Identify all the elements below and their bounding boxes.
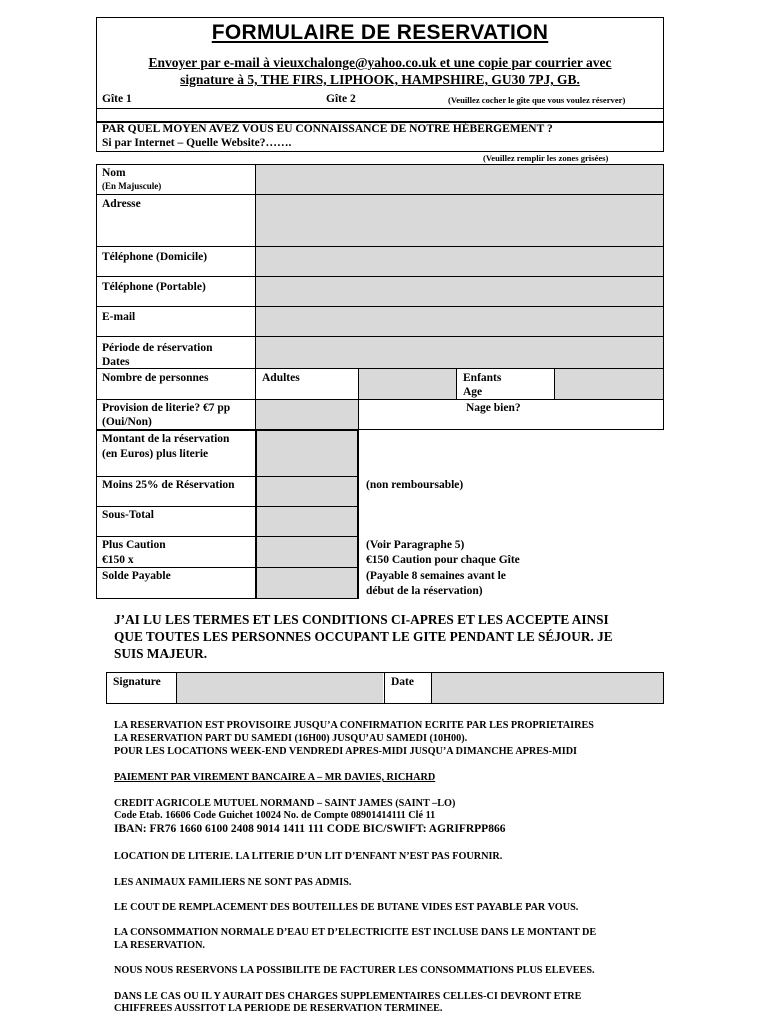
name-sublabel: (En Majuscule) [102,181,162,191]
amount-sublabel: (en Euros) plus literie [102,448,209,460]
grid-rule [96,276,664,277]
swim-label: Nage bien? [466,402,521,414]
signature-rule [431,672,432,704]
table-rule [96,476,359,477]
consumption-note-2: LA RESERVATION. [114,940,205,951]
send-instructions-line2: signature à 5, THE FIRS, LIPHOOK, HAMPSHIRE, GU30 7PJ, GB. [180,72,580,87]
caution-field[interactable] [256,537,358,567]
provisional-note-1: LA RESERVATION EST PROVISOIRE JUSQU’A CONFIRMATION ECRITE PAR LES PROPRIETAIRES [114,720,594,731]
charges-note-2: CHIFFREES AUSSITOT LA PERIODE DE RESERVATION TERMINEE. [114,1003,443,1014]
gite2-option[interactable]: Gîte 2 [326,93,356,105]
source-internet: Si par Internet – Quelle Website?……. [102,137,292,149]
gite1-option[interactable]: Gîte 1 [102,93,132,105]
children-field[interactable] [555,369,663,399]
bedding-sublabel: (Oui/Non) [102,416,152,428]
table-rule [96,567,359,568]
grid-rule [96,368,664,369]
adults-field[interactable] [359,369,456,399]
balance-label: Solde Payable [102,570,171,582]
amount-field[interactable] [256,431,358,476]
subtotal-label: Sous-Total [102,509,154,521]
billing-note: NOUS NOUS RESERVONS LA POSSIBILITE DE FACTURER LES CONSOMMATIONS PLUS ELEVEES. [114,965,595,976]
caution-note-4: début de la réservation) [366,585,483,597]
header-divider [96,108,664,109]
caution-note-1: (Voir Paragraphe 5) [366,539,465,551]
bedding-field[interactable] [256,400,358,429]
grid-rule [554,368,555,399]
grid-rule [96,306,664,307]
send-instructions-line1: Envoyer par e-mail à vieuxchalonge@yahoo.co.uk et une copie par courrier avec [148,55,612,70]
gite-note: (Veuillez cocher le gîte que vous voulez réserver) [448,95,626,105]
signature-field[interactable] [177,673,383,703]
bedding-label: Provision de literie? €7 pp [102,402,231,414]
mobile-phone-label: Téléphone (Portable) [102,281,206,293]
caution-multiplier: €150 x [102,554,134,566]
consumption-note-1: LA CONSOMMATION NORMALE D’EAU ET D’ELECTRICITE EST INCLUSE DANS LE MONTANT DE [114,927,597,938]
deposit-label: Moins 25% de Réservation [102,479,235,491]
table-rule [255,430,257,599]
address-field[interactable] [256,195,663,246]
signature-label: Signature [113,676,161,688]
caution-label: Plus Caution [102,539,166,551]
payment-heading: PAIEMENT PAR VIREMENT BANCAIRE A – MR DAVIES, RICHARD [114,772,436,783]
grid-rule [96,194,664,195]
charges-note-1: DANS LE CAS OU IL Y AURAIT DES CHARGES SUPPLEMENTAIRES CELLES-CI DEVRONT ETRE [114,991,582,1002]
grid-rule [456,368,457,399]
children-label: Enfants [463,372,502,384]
dates-field[interactable] [256,337,663,368]
date-label: Date [391,676,414,688]
source-question: PAR QUEL MOYEN AVEZ VOUS EU CONNAISSANCE DE NOTRE HÉBERGEMENT ? [102,123,553,135]
non-refundable-note: (non remboursable) [366,479,464,491]
deposit-field[interactable] [256,477,358,506]
signature-rule [384,672,385,704]
home-phone-field[interactable] [256,247,663,276]
signature-rule [176,672,177,704]
bank-codes: Code Etab. 16606 Code Guichet 10024 No. de Compte 08901414111 Clé 11 [114,810,436,821]
table-rule [357,430,359,599]
period-label: Période de réservation [102,342,213,354]
caution-note-3: (Payable 8 semaines avant le [366,570,506,582]
people-label: Nombre de personnes [102,372,209,384]
butane-note: LE COUT DE REMPLACEMENT DES BOUTEILLES DE BUTANE VIDES EST PAYABLE PAR VOUS. [114,902,579,913]
date-field[interactable] [432,673,663,703]
amount-label: Montant de la réservation [102,433,230,445]
grey-zones-note: (Veuillez remplir les zones grisées) [483,153,609,163]
bedding-note: LOCATION DE LITERIE. LA LITERIE D’UN LIT D’ENFANT N’EST PAS FOURNIR. [114,851,503,862]
bank-name: CREDIT AGRICOLE MUTUEL NORMAND – SAINT JAMES (SAINT –LO) [114,798,456,809]
pets-note: LES ANIMAUX FAMILIERS NE SONT PAS ADMIS. [114,877,352,888]
caution-note-2: €150 Caution pour chaque Gîte [366,554,520,566]
adults-label: Adultes [262,372,300,384]
provisional-note-3: POUR LES LOCATIONS WEEK-END VENDREDI APRES-MIDI JUSQU’A DIMANCHE APRES-MIDI [114,746,578,757]
table-rule [96,506,359,507]
grid-rule [96,399,664,400]
mobile-phone-field[interactable] [256,277,663,306]
page-title: FORMULAIRE DE RESERVATION [211,21,549,44]
provisional-note-2: LA RESERVATION PART DU SAMEDI (16H00) JUSQU’AU SAMEDI (10H00). [114,733,468,744]
address-label: Adresse [102,198,141,210]
terms-line2: QUE TOUTES LES PERSONNES OCCUPANT LE GITE PENDANT LE SÉJOUR. JE [114,629,613,644]
home-phone-label: Téléphone (Domicile) [102,251,208,263]
name-field[interactable] [256,165,663,194]
grid-rule [255,164,256,430]
age-label: Age [463,386,483,398]
dates-label: Dates [102,356,130,368]
balance-field[interactable] [256,568,358,598]
iban: IBAN: FR76 1660 6100 2408 9014 1411 111 CODE BIC/SWIFT: AGRIFRPP866 [114,823,506,835]
grid-rule [358,368,359,430]
grid-rule [96,336,664,337]
subtotal-field[interactable] [256,507,358,536]
email-label: E-mail [102,311,136,323]
table-rule [96,536,359,537]
email-field[interactable] [256,307,663,336]
terms-line3: SUIS MAJEUR. [114,646,208,661]
name-label: Nom [102,167,126,179]
terms-line1: J’AI LU LES TERMES ET LES CONDITIONS CI-APRES ET LES ACCEPTE AINSI [114,612,609,627]
grid-rule [96,246,664,247]
